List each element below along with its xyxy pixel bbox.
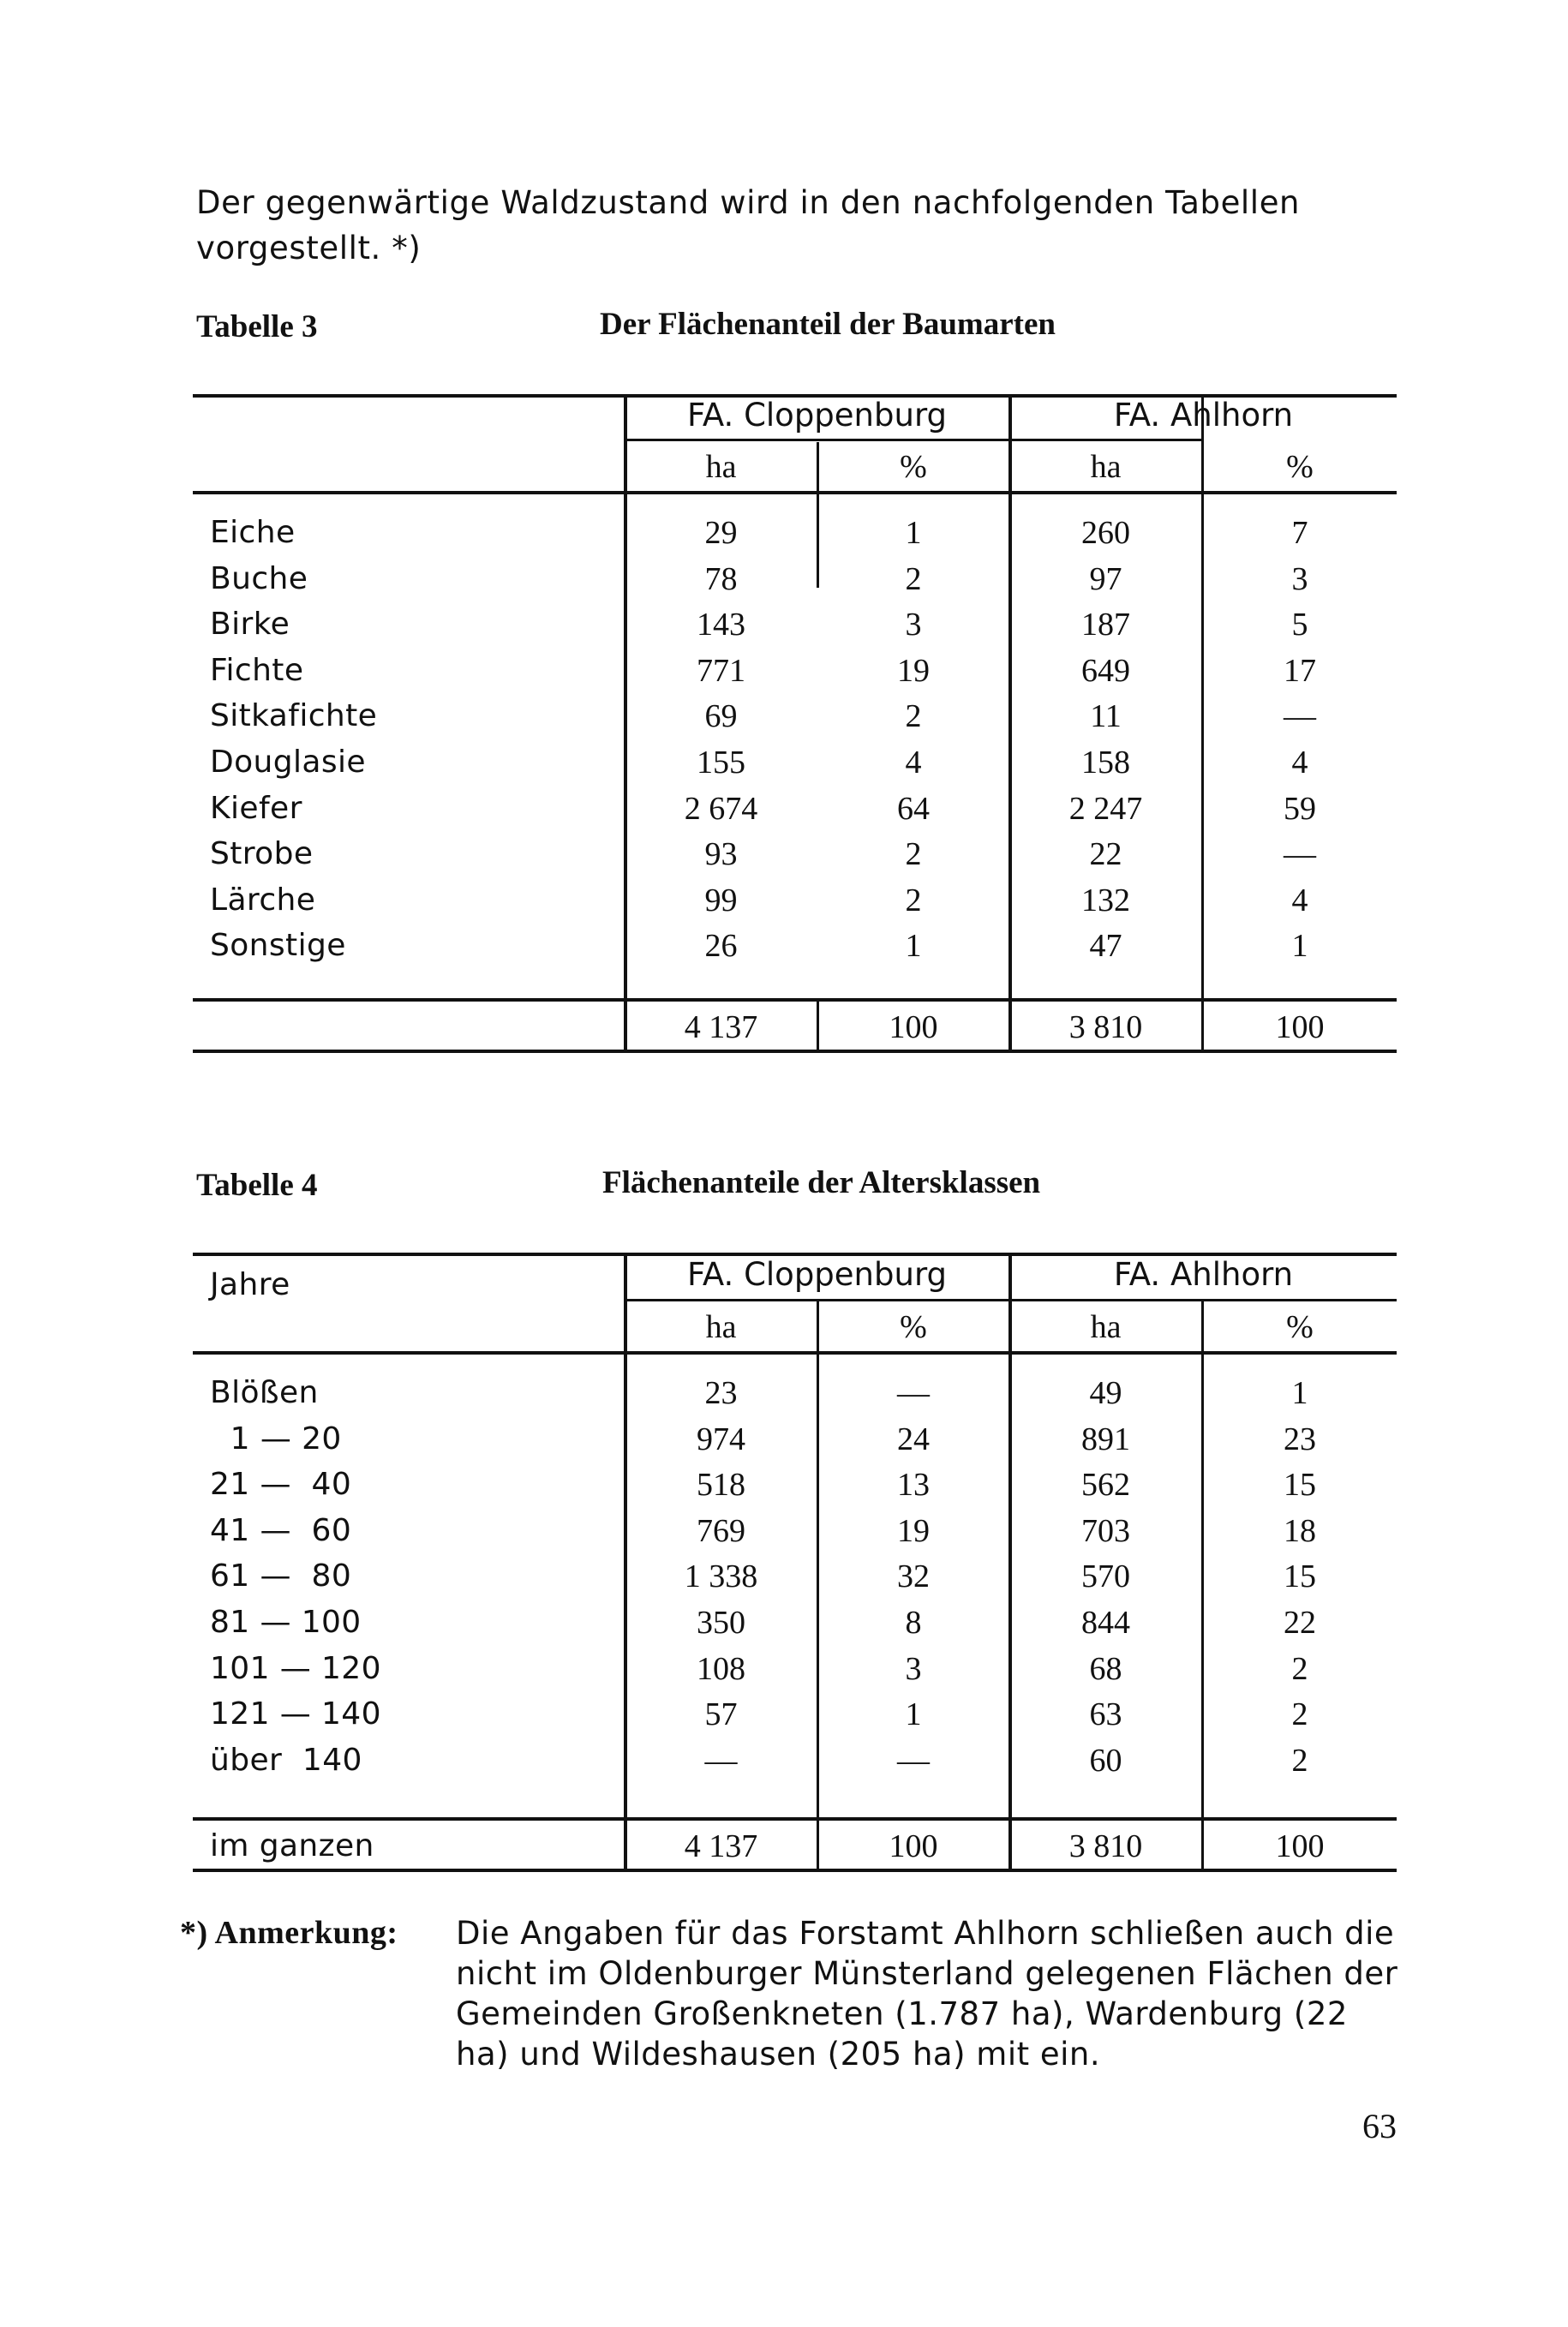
table3-cell: 3 bbox=[905, 607, 922, 643]
table3-cell: 2 bbox=[905, 836, 922, 873]
table3-group-header-ahlhorn: FA. Ahlhorn bbox=[1113, 397, 1294, 434]
table4-label: Tabelle 4 bbox=[196, 1168, 318, 1203]
table4-header-rule bbox=[193, 1351, 1397, 1355]
table3-cell: 5 bbox=[1291, 607, 1308, 643]
table4-cell: 570 bbox=[1081, 1558, 1130, 1595]
table3-cell: 260 bbox=[1081, 515, 1130, 551]
table3-subheader-pct-1: % bbox=[900, 449, 927, 485]
table4-group-header-ahlhorn: FA. Ahlhorn bbox=[1113, 1256, 1294, 1293]
table3-body-rule bbox=[193, 998, 1397, 1002]
table4-cell: 23 bbox=[1284, 1421, 1316, 1457]
table4-row-label: 81 — 100 bbox=[210, 1605, 362, 1640]
table3-row-label: Strobe bbox=[210, 836, 314, 872]
table3-row-label: Douglasie bbox=[210, 745, 366, 780]
table4-cell: 844 bbox=[1081, 1605, 1130, 1641]
table3-cell: 4 bbox=[1291, 882, 1308, 918]
table3-row-label: Birke bbox=[210, 607, 290, 643]
table3-cell: 22 bbox=[1089, 836, 1122, 873]
table3-cell: 29 bbox=[704, 515, 738, 551]
table3-cell: 1 bbox=[905, 515, 922, 551]
table3 bbox=[193, 394, 1397, 1062]
table3-group-rule bbox=[625, 439, 1204, 441]
table3-cell: — bbox=[1284, 836, 1316, 873]
table3-cell: 4 bbox=[905, 745, 922, 781]
table4-subheader-pct-1: % bbox=[900, 1309, 927, 1345]
table4-total-cell: 4 137 bbox=[684, 1828, 758, 1864]
table3-total-cell: 100 bbox=[1275, 1009, 1325, 1045]
table4-cell: 8 bbox=[905, 1605, 922, 1641]
table3-header-rule bbox=[193, 491, 1397, 494]
table3-cell: — bbox=[1284, 698, 1316, 735]
table4-cell: 22 bbox=[1284, 1605, 1316, 1641]
table3-cell: 2 bbox=[905, 560, 922, 597]
table4-bottom-rule bbox=[193, 1869, 1397, 1872]
table3-cell: 11 bbox=[1090, 698, 1122, 735]
table4-cell: 350 bbox=[697, 1605, 745, 1641]
table3-row-label: Buche bbox=[210, 560, 308, 596]
table3-cell: 59 bbox=[1284, 790, 1316, 827]
table4-cell: 15 bbox=[1284, 1467, 1316, 1504]
table3-row-label: Kiefer bbox=[210, 790, 302, 826]
table4-cell: 1 bbox=[905, 1696, 922, 1733]
table3-row-label: Sitkafichte bbox=[210, 698, 378, 734]
table3-cell: 2 bbox=[905, 882, 922, 918]
table3-cell: 2 674 bbox=[684, 790, 758, 827]
table3-label: Tabelle 3 bbox=[196, 309, 318, 344]
table4-cell: — bbox=[704, 1742, 738, 1779]
table4-stub-header: Jahre bbox=[210, 1267, 290, 1302]
table4-cell: 974 bbox=[697, 1421, 745, 1457]
table4-cell: 703 bbox=[1081, 1512, 1130, 1549]
table4-cell: 108 bbox=[697, 1650, 745, 1687]
table4-row-label: 121 — 140 bbox=[210, 1696, 381, 1732]
table3-cell: 649 bbox=[1081, 652, 1130, 689]
table4-cell: 57 bbox=[704, 1696, 738, 1733]
table4-total-cell: 100 bbox=[889, 1828, 938, 1864]
table4-cell: 18 bbox=[1284, 1512, 1316, 1549]
table4-cell: 3 bbox=[905, 1650, 922, 1687]
table4-cell: 19 bbox=[897, 1512, 930, 1549]
table4-cell: 15 bbox=[1284, 1558, 1316, 1595]
table3-cell: 93 bbox=[704, 836, 738, 873]
table4-cell: 63 bbox=[1089, 1696, 1122, 1733]
table3-title: Der Flächenanteil der Baumarten bbox=[600, 307, 1056, 342]
intro-paragraph: Der gegenwärtige Waldzustand wird in den nachfolgenden Tabellen vorgestellt. *) bbox=[196, 184, 1301, 266]
table3-cell: 158 bbox=[1081, 745, 1130, 781]
table3-cell: 26 bbox=[704, 928, 738, 965]
footnote-text: Die Angaben für das Forstamt Ahlhorn schließen auch die nicht im Oldenburger Münsterland gelegenen Flächen der Gemeinden Großenkneten (1.787 ha), Wardenburg (22 ha) und Wildeshausen (205 ha) mit ein. bbox=[456, 1915, 1398, 2073]
table4-subheader-ha-1: ha bbox=[705, 1309, 737, 1345]
table3-row-label: Sonstige bbox=[210, 928, 346, 964]
table3-cell: 97 bbox=[1089, 560, 1122, 597]
table3-total-cell: 100 bbox=[889, 1009, 938, 1045]
table3-cell: 78 bbox=[704, 560, 738, 597]
table4-cell: 2 bbox=[1291, 1742, 1308, 1779]
table3-total-cell: 4 137 bbox=[684, 1009, 758, 1045]
table3-subheader-ha-2: ha bbox=[1090, 449, 1122, 485]
table4-total-cell: 100 bbox=[1275, 1828, 1325, 1864]
table4-group-header-cloppenburg: FA. Cloppenburg bbox=[687, 1256, 947, 1293]
table4-row-label: 21 — 40 bbox=[210, 1467, 352, 1503]
table3-row-label: Fichte bbox=[210, 652, 304, 688]
table4-cell: 68 bbox=[1089, 1650, 1122, 1687]
table4-row-label: 61 — 80 bbox=[210, 1558, 352, 1594]
table3-cell: 2 bbox=[905, 698, 922, 735]
table3-cell: 7 bbox=[1291, 515, 1308, 551]
table3-group-header-cloppenburg: FA. Cloppenburg bbox=[687, 397, 947, 434]
footnote-marker: *) Anmerkung: bbox=[180, 1915, 398, 1951]
table3-cell: 2 247 bbox=[1068, 790, 1143, 827]
table3-cell: 64 bbox=[897, 790, 930, 827]
table3-cell: 1 bbox=[905, 928, 922, 965]
table4-title: Flächenanteile der Altersklassen bbox=[602, 1165, 1041, 1200]
table4-total-label: im ganzen bbox=[210, 1828, 374, 1863]
page-number: 63 bbox=[1362, 2107, 1397, 2145]
table3-cell: 99 bbox=[704, 882, 738, 918]
table3-cell: 17 bbox=[1284, 652, 1316, 689]
table4-row-label: über 140 bbox=[210, 1742, 362, 1778]
table3-subheader-ha-1: ha bbox=[705, 449, 737, 485]
table4-body-rule bbox=[193, 1817, 1397, 1821]
table3-bottom-rule bbox=[193, 1050, 1397, 1053]
table3-cell: 155 bbox=[697, 745, 745, 781]
table3-cell: 132 bbox=[1081, 882, 1130, 918]
table4-cell: 13 bbox=[897, 1467, 930, 1504]
table4-cell: 24 bbox=[897, 1421, 930, 1457]
table4-cell: 32 bbox=[897, 1558, 930, 1595]
table3-cell: 771 bbox=[697, 652, 745, 689]
table3-row-label: Eiche bbox=[210, 515, 296, 550]
table4-subheader-ha-2: ha bbox=[1090, 1309, 1122, 1345]
table3-cell: 19 bbox=[897, 652, 930, 689]
table3-cell: 187 bbox=[1081, 607, 1130, 643]
table4-total-cell: 3 810 bbox=[1068, 1828, 1143, 1864]
table4-cell: 23 bbox=[704, 1375, 738, 1411]
table3-cell: 69 bbox=[704, 698, 738, 735]
table3-cell: 3 bbox=[1291, 560, 1308, 597]
table4-row-label: Blößen bbox=[210, 1375, 319, 1410]
table3-row-label: Lärche bbox=[210, 882, 316, 918]
table4-cell: 2 bbox=[1291, 1650, 1308, 1687]
table4-cell: — bbox=[897, 1742, 930, 1779]
table3-total-cell: 3 810 bbox=[1068, 1009, 1143, 1045]
table4-cell: 1 bbox=[1291, 1375, 1308, 1411]
table4-cell: 49 bbox=[1089, 1375, 1122, 1411]
table4-cell: 2 bbox=[1291, 1696, 1308, 1733]
table4-row-label: 1 — 20 bbox=[210, 1421, 342, 1457]
table4-cell: 1 338 bbox=[684, 1558, 758, 1595]
table4-subheader-pct-2: % bbox=[1286, 1309, 1314, 1345]
table4-cell: 769 bbox=[697, 1512, 745, 1549]
table4-cell: — bbox=[897, 1375, 930, 1411]
table3-cell: 47 bbox=[1089, 928, 1122, 965]
table4-cell: 562 bbox=[1081, 1467, 1130, 1504]
table4-row-label: 41 — 60 bbox=[210, 1512, 352, 1548]
table3-cell: 1 bbox=[1291, 928, 1308, 965]
table4-cell: 60 bbox=[1089, 1742, 1122, 1779]
table3-cell: 4 bbox=[1291, 745, 1308, 781]
table4-cell: 891 bbox=[1081, 1421, 1130, 1457]
table4 bbox=[193, 1253, 1397, 1878]
table4-row-label: 101 — 120 bbox=[210, 1650, 381, 1686]
table3-subheader-pct-2: % bbox=[1286, 449, 1314, 485]
table4-cell: 518 bbox=[697, 1467, 745, 1504]
table3-cell: 143 bbox=[697, 607, 745, 643]
